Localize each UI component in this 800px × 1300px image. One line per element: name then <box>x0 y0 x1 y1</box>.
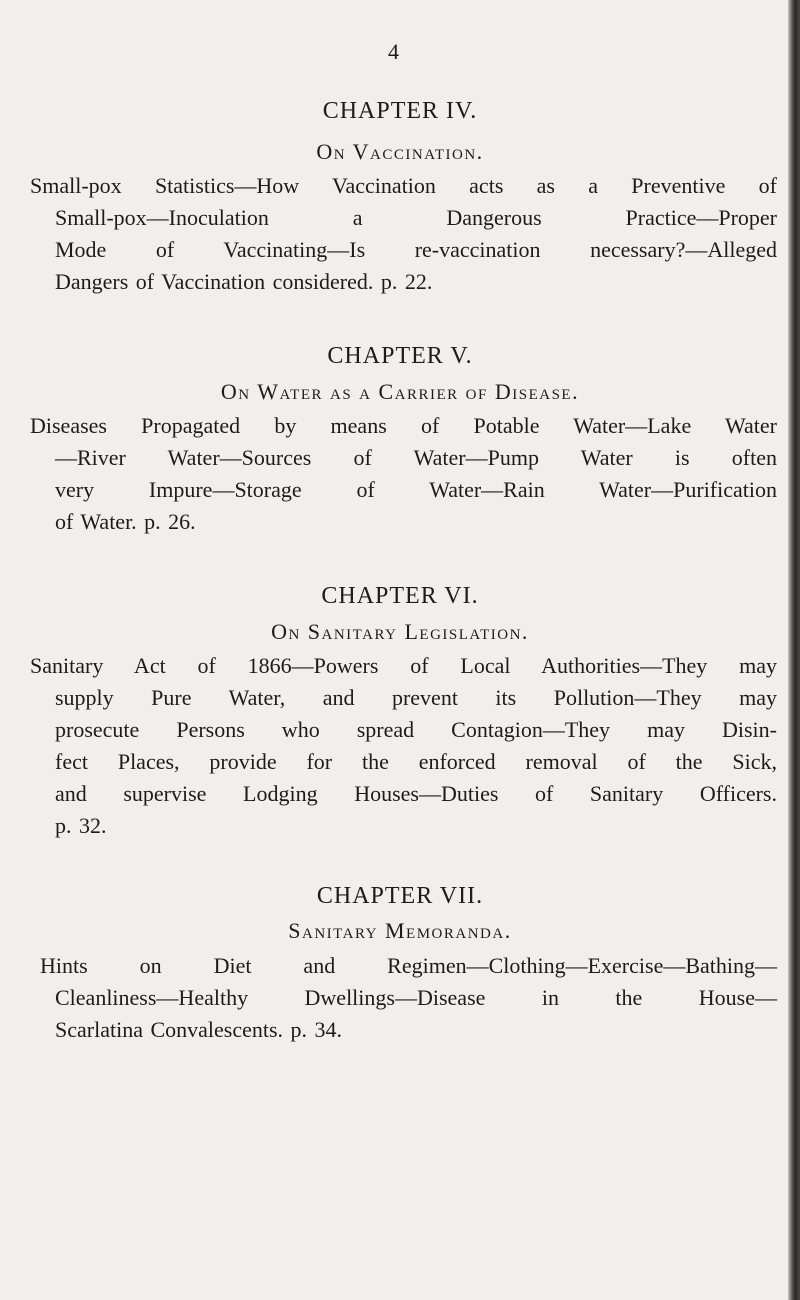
chapter-summary-line: Small-pox Statistics—How Vaccination acts as a Preventive of <box>30 173 777 198</box>
chapter-title: Sanitary Memoranda. <box>288 918 512 943</box>
chapter-heading: CHAPTER IV. <box>322 98 478 124</box>
chapter-title: On Sanitary Legislation. <box>271 619 529 644</box>
chapter-title: On Vaccination. <box>316 139 484 164</box>
chapter-summary-line: Dangers of Vaccination considered. p. 22. <box>55 269 433 294</box>
chapter-summary-line: Sanitary Act of 1866—Powers of Local Authorities—They may <box>30 653 777 678</box>
chapter-heading: CHAPTER VI. <box>321 583 479 609</box>
page-binding-edge <box>788 0 800 1300</box>
chapter-title: On Water as a Carrier of Disease. <box>220 379 580 404</box>
chapter-summary-line: and supervise Lodging Houses—Duties of Sanitary Officers. <box>55 781 777 806</box>
chapter-summary-line: Hints on Diet and Regimen—Clothing—Exercise—Bathing— <box>40 953 777 978</box>
chapter-summary-line: very Impure—Storage of Water—Rain Water—Purification <box>55 477 777 502</box>
chapter-summary-line: —River Water—Sources of Water—Pump Water is often <box>55 445 777 470</box>
chapter-summary-line: p. 32. <box>55 813 107 838</box>
chapter-summary-line: Diseases Propagated by means of Potable Water—Lake Water <box>30 413 777 438</box>
chapter-summary-line: fect Places, provide for the enforced removal of the Sick, <box>55 749 777 774</box>
chapter-summary-line: Mode of Vaccinating—Is re-vaccination necessary?—Alleged <box>55 237 777 262</box>
chapter-heading: CHAPTER VII. <box>316 883 484 909</box>
chapter-heading: CHAPTER V. <box>327 343 473 369</box>
chapter-summary-line: Scarlatina Convalescents. p. 34. <box>55 1017 343 1042</box>
chapter-summary-line: supply Pure Water, and prevent its Pollution—They may <box>55 685 777 710</box>
chapter-summary-line: prosecute Persons who spread Contagion—They may Disin- <box>55 717 777 742</box>
chapter-summary-line: Small-pox—Inoculation a Dangerous Practice—Proper <box>55 205 777 230</box>
page-number: 4 <box>388 39 399 64</box>
chapter-summary-line: of Water. p. 26. <box>55 509 196 534</box>
chapter-summary-line: Cleanliness—Healthy Dwellings—Disease in the House— <box>55 985 777 1010</box>
